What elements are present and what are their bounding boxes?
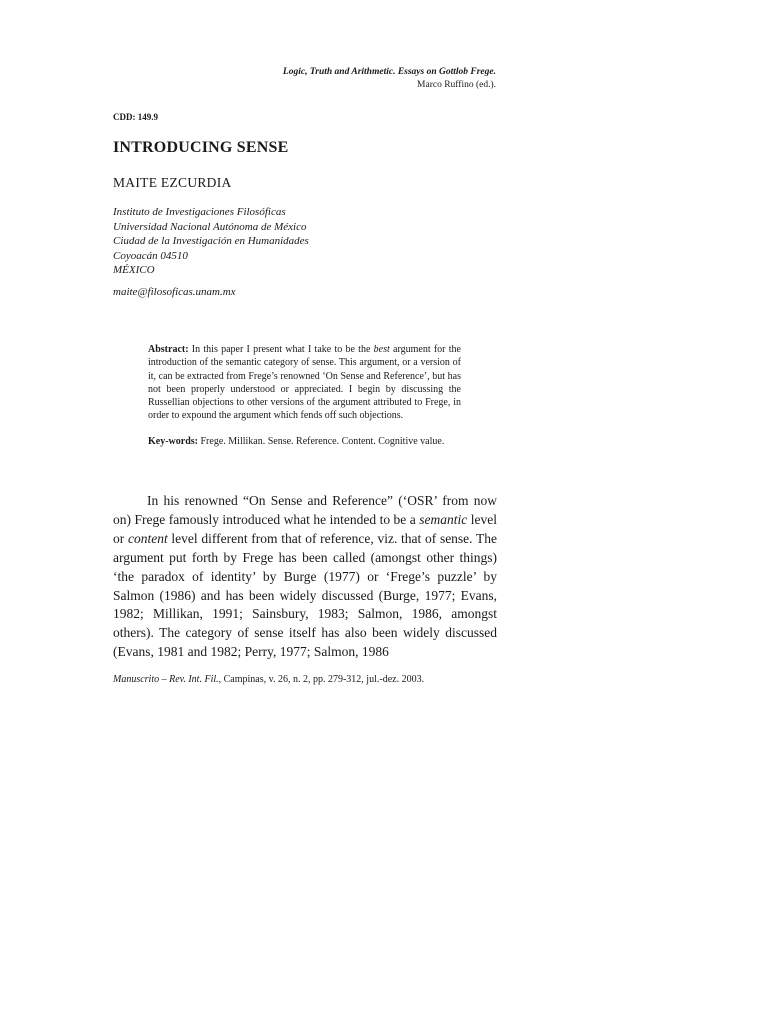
body-text-part: level different from that of reference, viz. that of sense. The argument put forth by Frege has been called (amongst other things) ‘the paradox of identity’ by Burge (1977) or ‘Frege’s puzzle’ by Salmon (1986) and has been widely discussed (Burge, 1977; Evans, 1982; Millikan, 1991; Sainsbury, 1983; Salmon, 1986, amongst others). The category of sense itself has also been widely discussed (Evans, 1981 and 1982; Perry, 1977; Salmon, 1986 xyxy=(113,530,498,660)
running-header xyxy=(283,66,496,92)
body-emphasis-content: content xyxy=(127,530,168,546)
keywords-text: Frege. Millikan. Sense. Reference. Content. Cognitive value. xyxy=(198,435,445,447)
body-emphasis-semantic: semantic xyxy=(419,511,468,527)
keywords-paragraph xyxy=(148,435,461,448)
book-editor: Marco Ruffino (ed.). xyxy=(417,80,496,90)
affiliation-line: Universidad Nacional Autónoma de México xyxy=(113,220,307,233)
author-affiliation xyxy=(113,205,309,278)
body-paragraph xyxy=(113,492,497,662)
abstract-emphasis: best xyxy=(373,344,390,355)
author-name: MAITE EZCURDIA xyxy=(113,175,232,190)
body-text-part: In his renowned “On Sense and Reference” (‘OSR’ from now on) Frege famously introduced what he intended to be a xyxy=(113,493,497,527)
affiliation-line: Ciudad de la Investigación en Humanidades xyxy=(113,235,309,248)
affiliation-line: Coyoacán 04510 xyxy=(113,249,188,262)
keywords-label: Key-words: xyxy=(148,435,198,447)
cdd-classification: CDD: 149.9 xyxy=(113,112,158,122)
abstract-label: Abstract: xyxy=(148,344,189,355)
abstract-text-end: argument for the introduction of the semantic category of sense. This argument, or a version of it, can be extracted from Frege’s renowned ‘On Sense and Reference’, but has not been properly understood or appreciated. I begin by discussing the Russellian objections to other versions of the argument attributed to Frege, in order to expound the argument which fends off such objections. xyxy=(148,344,461,422)
body-text xyxy=(113,492,497,662)
journal-name: Manuscrito – Rev. Int. Fil. xyxy=(113,674,219,685)
affiliation-line: MÉXICO xyxy=(113,264,155,277)
abstract-paragraph xyxy=(148,343,461,423)
body-text-part: level or xyxy=(113,511,497,546)
author-email: maite@filosoficas.unam.mx xyxy=(113,286,236,298)
abstract-text-start: In this paper I present what I take to be the xyxy=(188,344,374,355)
paper-title: INTRODUCING SENSE xyxy=(113,139,289,156)
affiliation-line: Instituto de Investigaciones Filosóficas xyxy=(113,206,286,218)
book-title: Logic, Truth and Arithmetic. Essays on Gottlob Frege. xyxy=(282,67,496,77)
page-footer xyxy=(113,674,424,685)
abstract-section xyxy=(148,343,461,448)
journal-details: , Campinas, v. 26, n. 2, pp. 279-312, jul.-dez. 2003. xyxy=(218,674,425,685)
